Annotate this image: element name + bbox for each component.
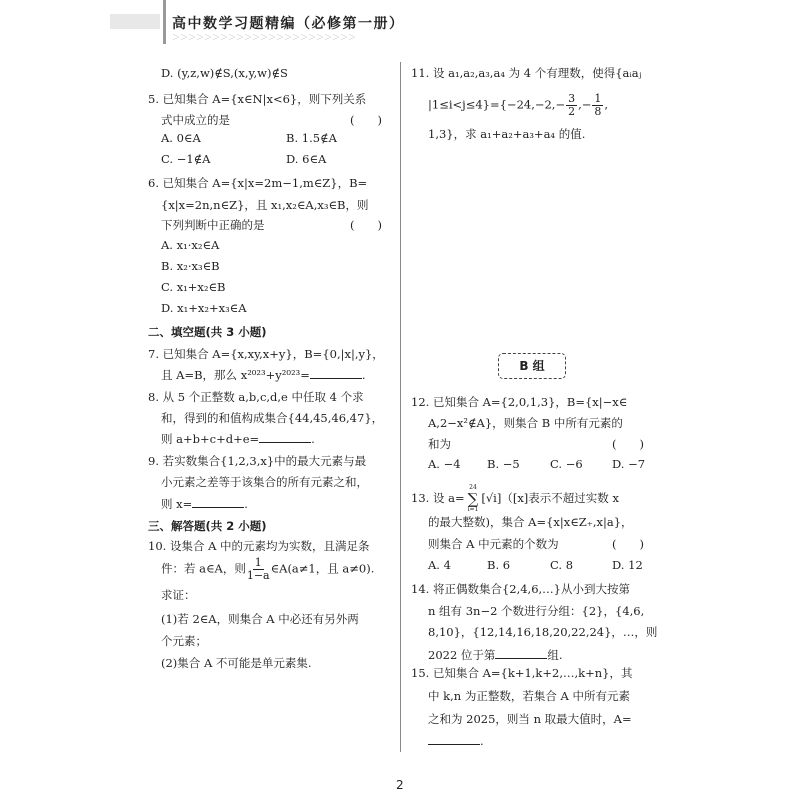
q11-stem: |1≤i<j≤4}={−24,−2,− $\frac{3}{2}$ ,− $\frac{1}{8}$ , (428, 92, 609, 118)
q6-option: C. x₁+x₂∈B (161, 280, 226, 294)
answer-blank (310, 368, 362, 379)
q9-stem: 则 x= . (161, 497, 248, 511)
q13-option: D. 12 (612, 558, 643, 572)
fraction: $\frac{3}{2}$ (568, 92, 576, 118)
q12-stem: 和为 (428, 437, 451, 451)
q14-stem: 8,10}，{12,14,16,18,20,22,24}，…，则 (428, 625, 658, 639)
q14-stem: n 组有 3n−2 个数进行分组：{2}，{4,6, (428, 604, 645, 618)
q15-stem: . (428, 734, 484, 748)
book-title: 高中数学习题精编（必修第一册） (172, 16, 405, 32)
q12-option: D. −7 (612, 457, 646, 471)
q6-stem: 6. 已知集合 A={x|x=2m−1,m∈Z}，B= (148, 176, 368, 190)
q13-stem: 的最大整数)，集合 A={x|x∈Z₊,x|a}， (428, 515, 633, 529)
q10-part1: 个元素； (161, 634, 207, 648)
answer-bracket: ( ) (350, 218, 382, 232)
q5-stem: 5. 已知集合 A={x∈N|x<6}，则下列关系 (148, 92, 367, 106)
answer-blank (259, 432, 311, 443)
q14-stem: 14. 将正偶数集合{2,4,6,…}从小到大按第 (411, 582, 630, 596)
q9-stem: 小元素之差等于该集合的所有元素之和， (161, 475, 368, 489)
q6-option: D. x₁+x₂+x₃∈A (161, 301, 247, 315)
header-vertical-rule (163, 0, 166, 44)
q5-option: C. −1∉A (161, 152, 211, 166)
q13-option: B. 6 (487, 558, 511, 572)
q8-stem: 则 a+b+c+d+e= . (161, 432, 315, 446)
answer-blank (428, 734, 480, 745)
header-arrow-decoration: ＞＞＞＞＞＞＞＞＞＞＞＞＞＞＞＞＞＞＞＞＞＞＞ (172, 33, 356, 42)
answer-bracket: ( ) (350, 113, 382, 127)
q5-option: A. 0∈A (161, 131, 201, 145)
q7-stem: 且 A=B，那么 x²⁰²³+y²⁰²³= . (161, 368, 366, 382)
fraction: $\frac{1}{1-a}$ (246, 556, 270, 582)
q5-option: D. 6∈A (286, 152, 327, 166)
answer-bracket: ( ) (612, 437, 644, 451)
q15-stem: 中 k,n 为正整数，若集合 A 中所有元素 (428, 689, 630, 703)
fraction: $\frac{1}{8}$ (594, 92, 602, 118)
group-b-label: B 组 (498, 353, 566, 379)
q6-option: A. x₁·x₂∈A (161, 238, 220, 252)
q13-option: A. 4 (428, 558, 451, 572)
answer-bracket: ( ) (612, 537, 644, 551)
page-number: 2 (396, 778, 404, 792)
q10-stem: 件：若 a∈A，则 $\frac{1}{1-a}$ ∈A(a≠1，且 a≠0). (161, 556, 375, 582)
answer-blank (495, 648, 547, 659)
q10-prove-label: 求证： (161, 588, 196, 602)
q11-stem: 11. 设 a₁,a₂,a₃,a₄ 为 4 个有理数，使得{aᵢaⱼ (411, 66, 642, 80)
q4-option-d: D. (y,z,w)∉S,(x,y,w)∉S (161, 66, 288, 80)
q9-stem: 9. 若实数集合{1,2,3,x}中的最大元素与最 (148, 454, 367, 468)
q12-option: B. −5 (487, 457, 520, 471)
header-gray-bar (110, 14, 160, 29)
answer-blank (192, 497, 244, 508)
q12-option: A. −4 (428, 457, 461, 471)
q10-stem: 10. 设集合 A 中的元素均为实数，且满足条 (148, 539, 370, 553)
q12-stem: A,2−x²∉A}，则集合 B 中所有元素的 (428, 416, 623, 430)
q15-stem: 15. 已知集合 A={k+1,k+2,…,k+n}，其 (411, 666, 633, 680)
q6-stem: {x|x=2n,n∈Z}，且 x₁,x₂∈A,x₃∈B，则 (161, 198, 369, 212)
q11-stem: 1,3}，求 a₁+a₂+a₃+a₄ 的值. (428, 127, 586, 141)
q12-option: C. −6 (550, 457, 583, 471)
q6-option: B. x₂·x₃∈B (161, 259, 220, 273)
column-divider (400, 62, 401, 752)
summation: 24 ∑ i=1 (467, 484, 479, 513)
q13-stem: 13. 设 a= 24 ∑ i=1 [√i]（[x]表示不超过实数 x (411, 484, 619, 513)
q12-stem: 12. 已知集合 A={2,0,1,3}，B={x|−x∈ (411, 395, 628, 409)
section-heading-solution: 三、解答题(共 2 小题) (148, 519, 267, 533)
q10-part2: (2)集合 A 不可能是单元素集. (161, 656, 312, 670)
q10-part1: (1)若 2∈A，则集合 A 中必还有另外两 (161, 612, 359, 626)
q6-stem: 下列判断中正确的是 (161, 218, 265, 232)
section-heading-fill-in: 二、填空题(共 3 小题) (148, 325, 267, 339)
q13-stem: 则集合 A 中元素的个数为 (428, 537, 559, 551)
q7-stem: 7. 已知集合 A={x,xy,x+y}，B={0,|x|,y}， (148, 347, 384, 361)
q8-stem: 8. 从 5 个正整数 a,b,c,d,e 中任取 4 个求 (148, 390, 364, 404)
q5-option: B. 1.5∉A (286, 131, 337, 145)
q8-stem: 和，得到的和值构成集合{44,45,46,47}， (161, 411, 384, 425)
q15-stem: 之和为 2025，则当 n 取最大值时，A= (428, 712, 632, 726)
q13-option: C. 8 (550, 558, 574, 572)
q5-stem: 式中成立的是 (161, 113, 230, 127)
q14-stem: 2022 位于第 组. (428, 648, 563, 662)
